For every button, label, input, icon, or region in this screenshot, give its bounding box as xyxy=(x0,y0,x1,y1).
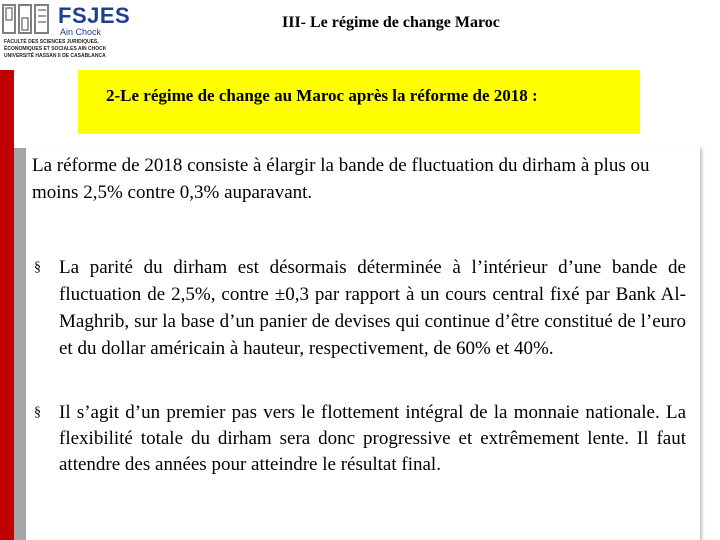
bullet-text: La parité du dirham est désormais déterminée à l’intérieur d’une bande de fluctuation de 2,5%, contre ±0,3 par rapport à un cours central fixé par Bank Al-Maghrib, sur la base d’un panier de devises qui continue d’être constitué de l’euro et du dollar américain à hauteur, respectivement, de 60% et 40%. xyxy=(59,257,686,359)
logo-caption-line: FACULTÉ DES SCIENCES JURIDIQUES, xyxy=(4,39,99,45)
page-title: III- Le régime de change Maroc xyxy=(282,14,500,31)
left-accent-bar-red xyxy=(0,70,14,540)
intro-paragraph: La réforme de 2018 consiste à élargir la bande de fluctuation du dirham à plus ou moins 2,5% contre 0,3% auparavant. xyxy=(32,155,650,203)
logo-caption-line: ÉCONOMIQUES ET SOCIALES AIN CHOCK xyxy=(4,46,107,52)
bullet-item xyxy=(34,254,686,362)
logo-caption-line: UNIVERSITÉ HASSAN II DE CASABLANCA xyxy=(4,53,106,59)
bullet-marker: § xyxy=(34,260,41,275)
logo-caption xyxy=(4,39,122,60)
logo-subtitle: Ain Chock xyxy=(60,27,102,37)
section-title: 2-Le régime de change au Maroc après la réforme de 2018 : xyxy=(106,86,538,105)
bullet-text: Il s’agit d’un premier pas vers le flottement intégral de la monnaie nationale. La flexibilité totale du dirham sera donc progressive et extrêmement lente. Il faut attendre des années pour atteindre le résultat final. xyxy=(59,402,686,475)
bullet-item xyxy=(34,400,686,478)
bullet-marker: § xyxy=(34,405,41,420)
faculty-logo xyxy=(2,2,131,66)
logo-brand: FSJES xyxy=(58,3,131,28)
left-accent-bar-gray xyxy=(14,148,26,540)
university-logo-icon xyxy=(2,4,50,34)
